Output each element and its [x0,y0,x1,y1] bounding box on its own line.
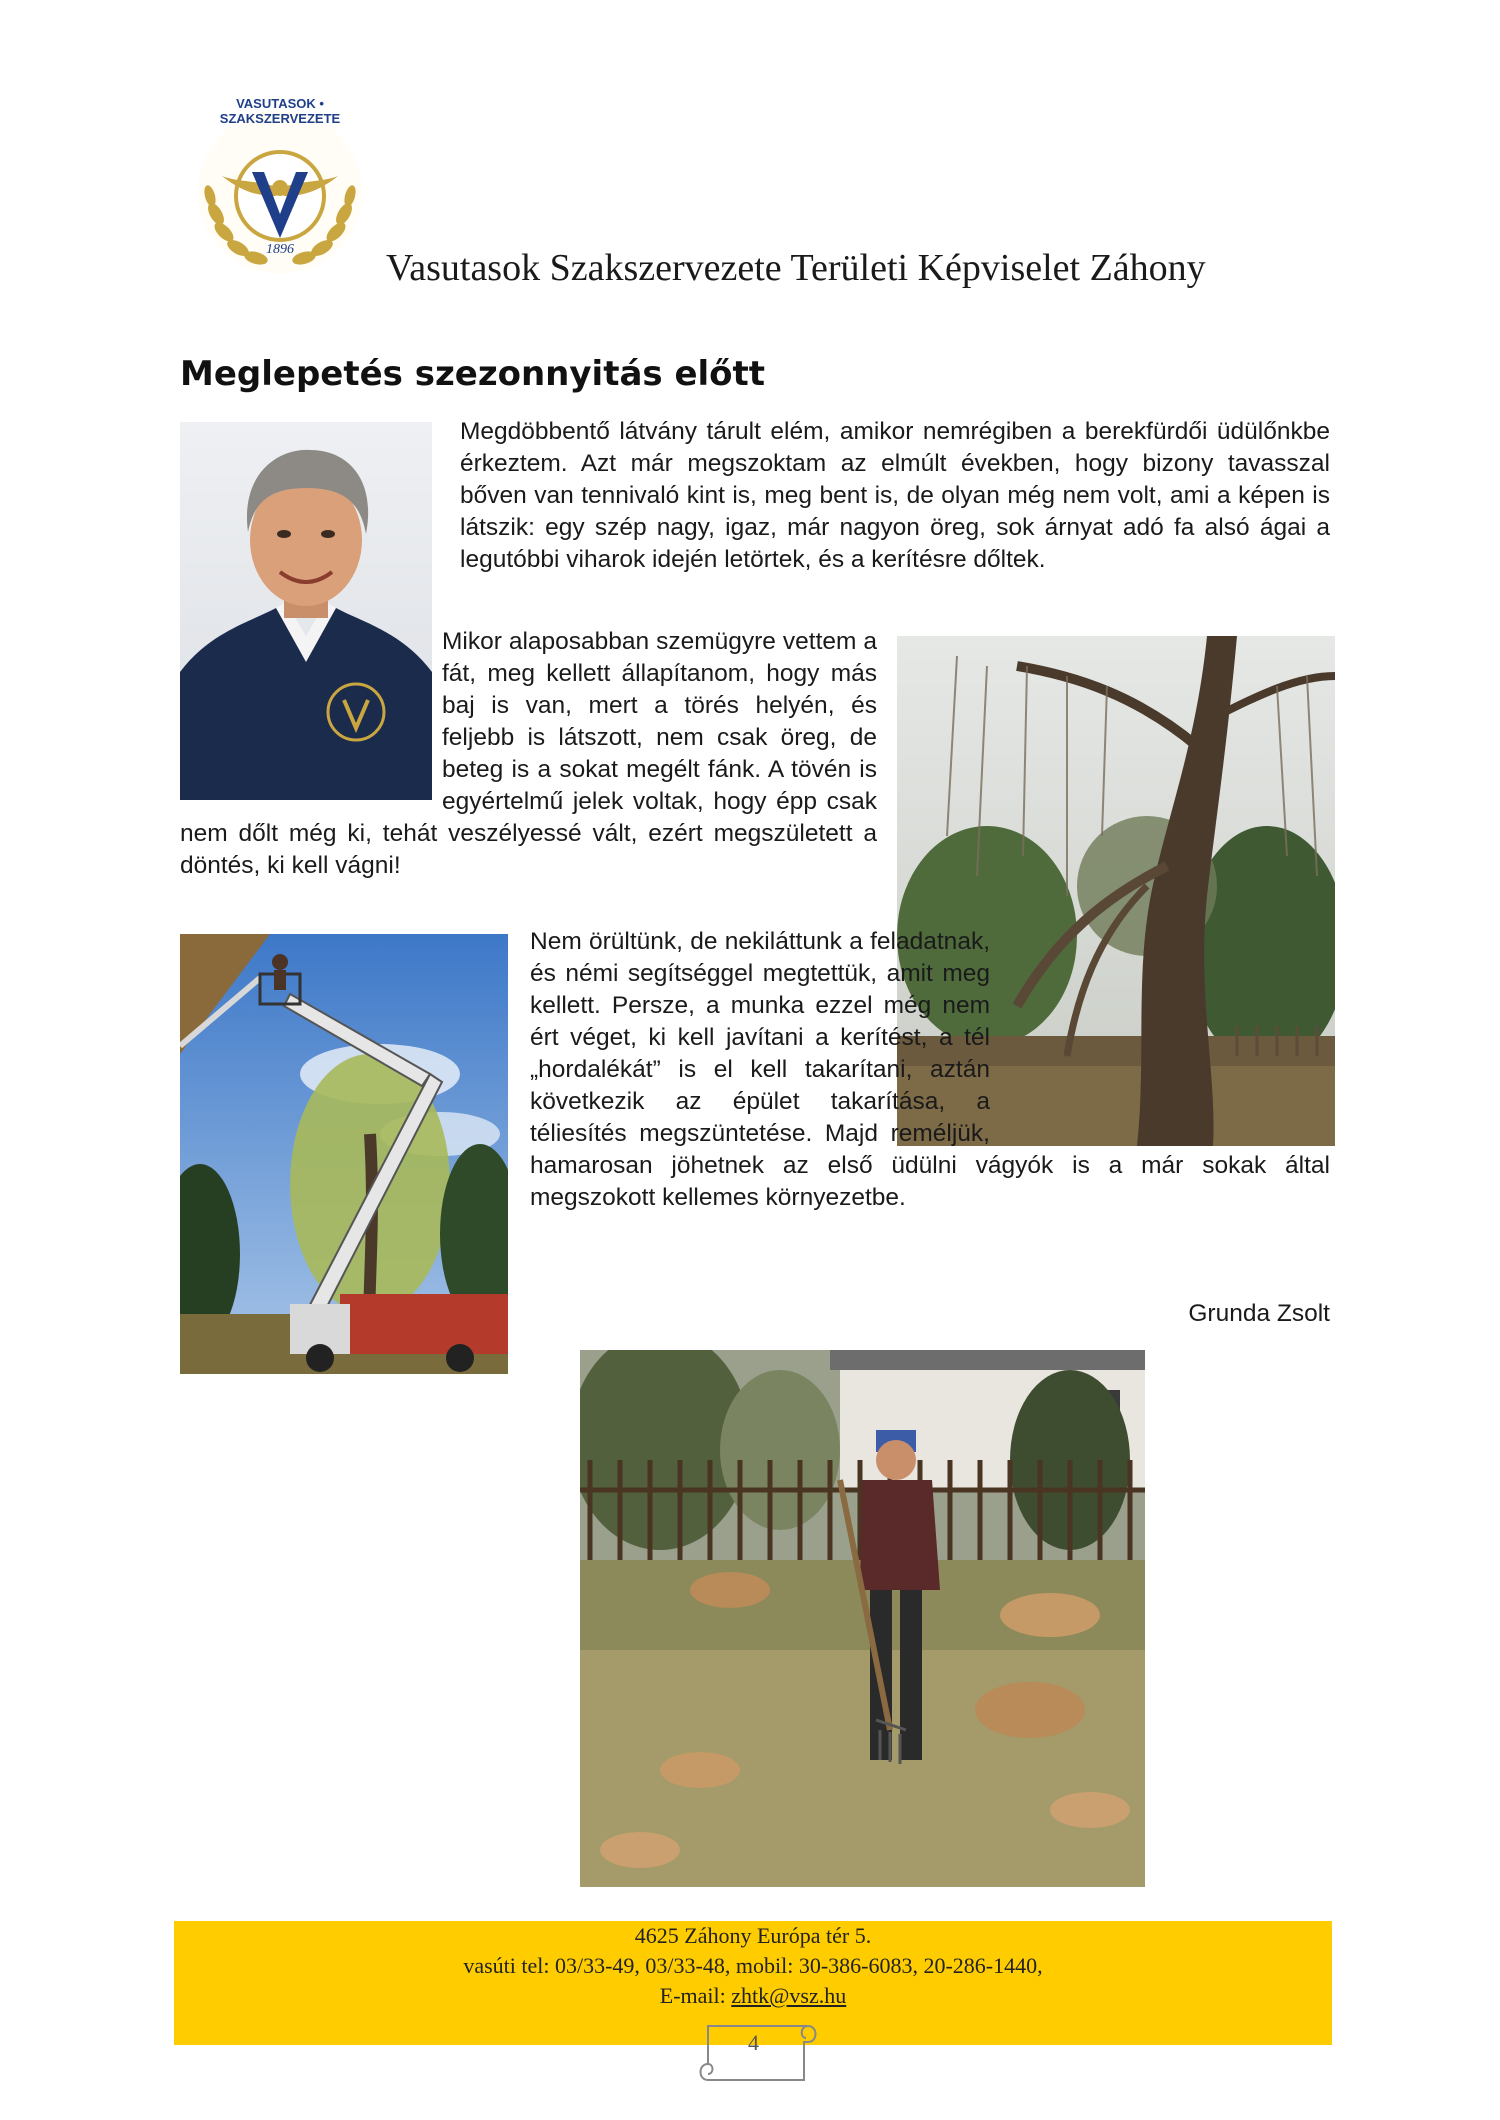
logo-monogram [186,92,187,93]
tree-wrap-space [990,926,1330,1146]
logo-arc-text: VASUTASOK • SZAKSZERVEZETE [219,96,341,126]
author-signature: Grunda Zsolt [1188,1300,1330,1327]
logo-year: 1896 [266,242,294,257]
page-number: 4 [748,2030,759,2055]
footer-address: 4625 Záhony Európa tér 5. [634,1923,872,1948]
footer-email-label: E-mail: [659,1983,732,2008]
portrait-wrap-space [180,626,442,804]
aerial-lift-photo [180,934,508,1374]
footer-email-link[interactable]: zhtk@vsz.hu [731,1983,847,2008]
worker-with-fork-photo [580,1350,1145,1887]
footer-phones: vasúti tel: 03/33-49, 03/33-48, mobil: 30-386-6083, 20-286-1440, [463,1953,1043,1978]
footer-email-line [174,1981,1332,2011]
page-number-scroll [688,2016,824,2096]
paragraph-2: Mikor alaposabban szemügyre vettem a fát, meg kellett állapítanom, hogy más baj is van, mert a törés helyén, és feljebb is látszott, nem csak öreg, de beteg is a sokat megélt fánk. A tövén is egyértelmű jelek voltak, hogy épp csak nem dőlt még ki, tehát veszélyessé vált, ezért megszületett a döntés, ki kell vágni! [180,628,877,879]
article-title: Meglepetés szezonnyitás előtt [180,354,766,394]
union-logo [186,92,374,280]
paragraph-2-block [180,626,877,882]
paragraph-3: Nem örültünk, de nekiláttunk a feladatnak, és némi segítséggel megtettük, amit meg kellett. Persze, a munka ezzel még nem ért véget, ki kell javítani a kerítést, a tél „hordalékát” is el kell takarítani, aztán következik az épület takarítása, a téliesítés megszüntetése. Majd reméljük, hamarosan jöhetnek az első üdülni vágyók is a már sokak által megszokott kellemes környezetbe. [530,928,1330,1211]
paragraph-3-block [530,926,1330,1214]
paragraph-1: Megdöbbentő látvány tárult elém, amikor nemrégiben a berekfürdői üdülőnkbe érkeztem. Azt már megszoktam az elmúlt években, hogy bizony tavasszal bőven van tennivaló kint is, meg bent is, de olyan még nem volt, ami a képen is látszik: egy szép nagy, igaz, már nagyon öreg, sok árnyat adó fa alsó ágai a legutóbbi viharok idején letörtek, és a kerítésre dőltek. [460,418,1330,573]
header-title: Vasutasok Szakszervezete Területi Képviselet Záhony [386,247,1206,289]
